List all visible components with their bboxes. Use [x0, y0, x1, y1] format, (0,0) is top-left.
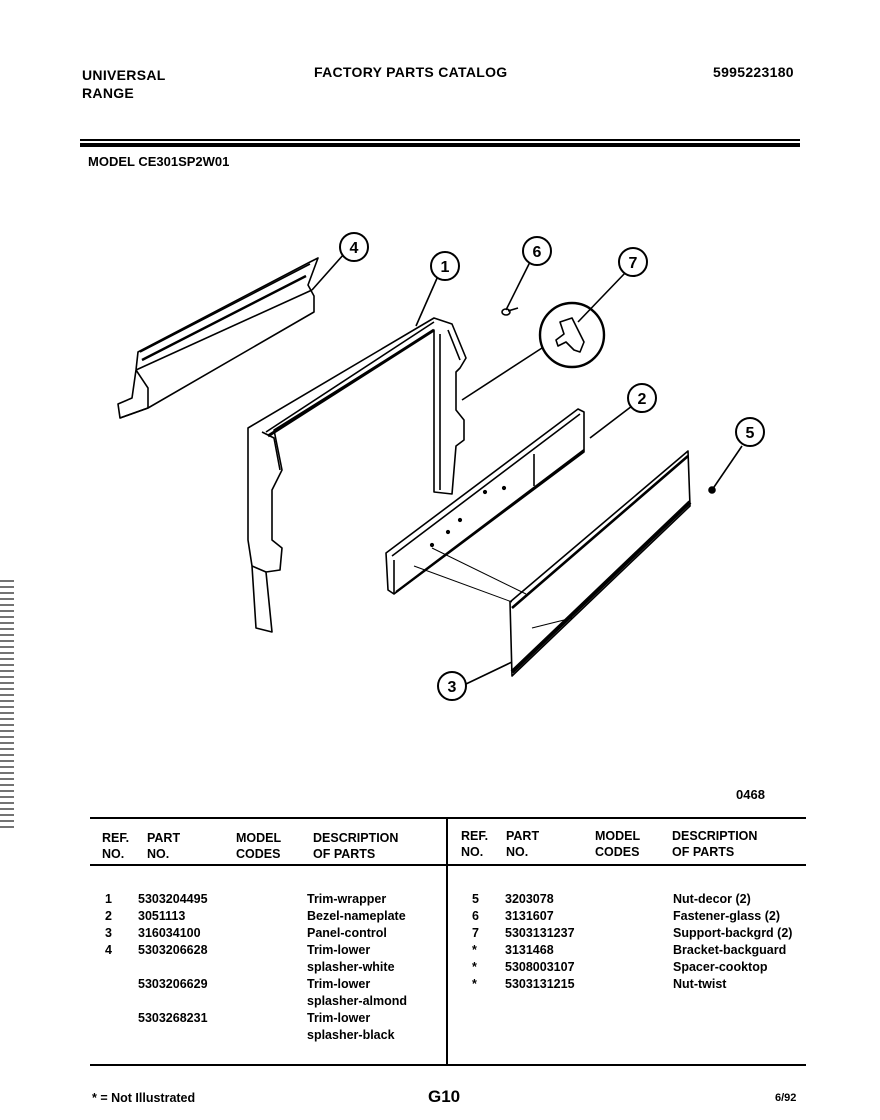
header-rule-thick	[80, 143, 800, 147]
callout-3	[438, 672, 466, 700]
svg-text:1: 1	[440, 259, 450, 276]
header-ref-no-left: REF. NO.	[102, 831, 130, 861]
callout-2	[628, 384, 656, 412]
svg-text:5: 5	[745, 425, 755, 442]
header-part-no-right: PART NO.	[506, 829, 540, 859]
table-column-divider	[446, 817, 448, 1065]
footer-date: 6/92	[775, 1092, 797, 1104]
callout-4	[340, 233, 368, 261]
callout-5	[736, 418, 764, 446]
header-model-codes-right: MODEL CODES	[595, 829, 641, 859]
footer-legend: * = Not Illustrated	[92, 1091, 196, 1105]
table-header-rule-left	[90, 864, 446, 866]
part-4-trim-lower-splasher	[118, 258, 318, 418]
svg-text:6: 6	[532, 244, 542, 261]
part-3-panel-control	[414, 451, 690, 676]
header-description-left: DESCRIPTION OF PARTS	[313, 831, 399, 861]
table-header-rule-right	[448, 864, 806, 866]
svg-text:2: 2	[637, 391, 647, 408]
table-bottom-rule	[90, 1064, 806, 1066]
svg-text:4: 4	[349, 240, 359, 257]
page-number: G10	[428, 1087, 461, 1106]
brand-name: UNIVERSAL	[82, 67, 166, 83]
header-rule-thin	[80, 139, 800, 141]
svg-text:3: 3	[447, 679, 457, 696]
product-type: RANGE	[82, 85, 135, 101]
brand-block	[82, 66, 166, 102]
header-description-right: DESCRIPTION OF PARTS	[672, 829, 758, 859]
callout-6	[523, 237, 551, 265]
callout-1	[431, 252, 459, 280]
table-top-rule	[90, 817, 806, 819]
catalog-number: 5995223180	[713, 64, 794, 80]
callout-7	[619, 248, 647, 276]
diagram-code: 0468	[736, 787, 765, 802]
part-1-trim-wrapper	[248, 318, 466, 632]
model-number: MODEL CE301SP2W01	[88, 154, 230, 169]
header-ref-no-right: REF. NO.	[461, 829, 489, 859]
part-6-fastener-glass	[502, 308, 518, 315]
exploded-parts-diagram	[100, 225, 800, 715]
header-part-no-left: PART NO.	[147, 831, 181, 861]
header-model-codes-left: MODEL CODES	[236, 831, 282, 861]
scan-edge-artifact	[0, 580, 14, 830]
catalog-title: FACTORY PARTS CATALOG	[314, 64, 508, 80]
svg-text:7: 7	[628, 255, 638, 272]
